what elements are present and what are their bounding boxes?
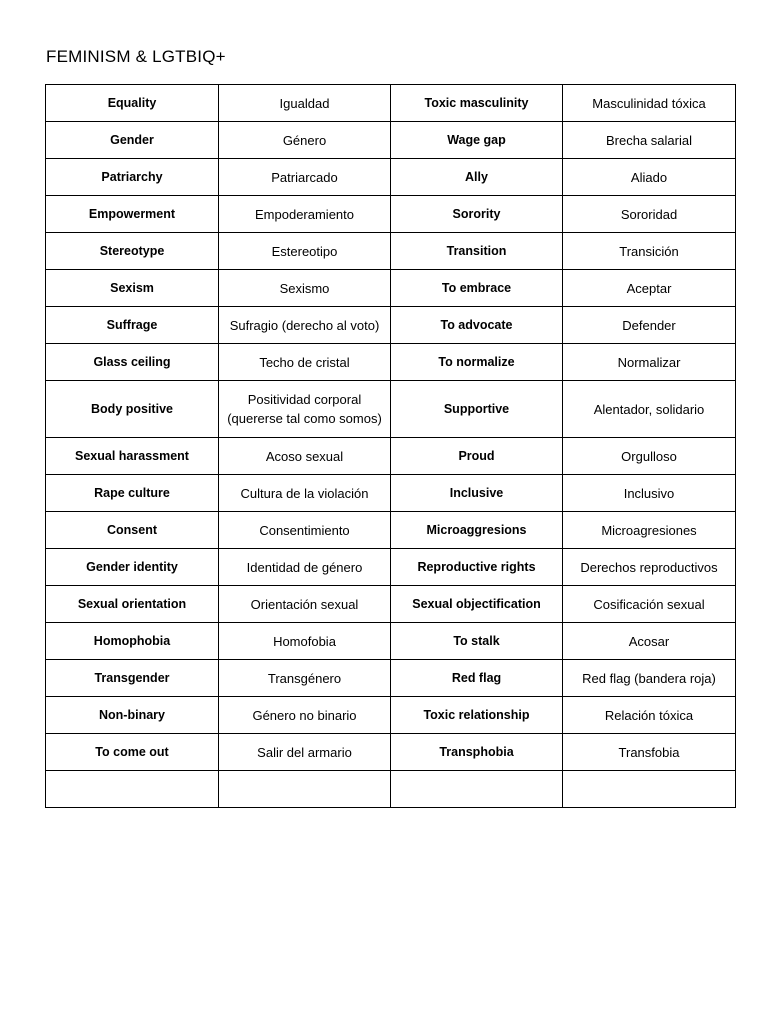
english-term-cell: Empowerment bbox=[46, 196, 219, 233]
table-row bbox=[46, 159, 736, 196]
vocabulary-table bbox=[45, 84, 736, 808]
spanish-translation-cell: Transgénero bbox=[219, 660, 391, 697]
spanish-translation-cell: Acoso sexual bbox=[219, 438, 391, 475]
english-term-cell: Transition bbox=[391, 233, 563, 270]
english-term-cell: To come out bbox=[46, 734, 219, 771]
table-row bbox=[46, 438, 736, 475]
spanish-translation-cell: Derechos reproductivos bbox=[563, 549, 736, 586]
english-term-cell: Consent bbox=[46, 512, 219, 549]
table-row bbox=[46, 586, 736, 623]
english-term-cell: Microaggresions bbox=[391, 512, 563, 549]
english-term-cell bbox=[46, 771, 219, 808]
spanish-translation-cell: Estereotipo bbox=[219, 233, 391, 270]
table-row bbox=[46, 660, 736, 697]
english-term-cell: Reproductive rights bbox=[391, 549, 563, 586]
english-term-cell: Inclusive bbox=[391, 475, 563, 512]
english-term-cell: To normalize bbox=[391, 344, 563, 381]
spanish-translation-cell: Aceptar bbox=[563, 270, 736, 307]
spanish-translation-cell: Patriarcado bbox=[219, 159, 391, 196]
spanish-translation-cell: Masculinidad tóxica bbox=[563, 85, 736, 122]
english-term-cell: Homophobia bbox=[46, 623, 219, 660]
spanish-translation-cell: Cosificación sexual bbox=[563, 586, 736, 623]
english-term-cell: Body positive bbox=[46, 381, 219, 438]
spanish-translation-cell: Sororidad bbox=[563, 196, 736, 233]
spanish-translation-cell: Identidad de género bbox=[219, 549, 391, 586]
spanish-translation-cell: Salir del armario bbox=[219, 734, 391, 771]
english-term-cell: To advocate bbox=[391, 307, 563, 344]
english-term-cell: Wage gap bbox=[391, 122, 563, 159]
spanish-translation-cell: Alentador, solidario bbox=[563, 381, 736, 438]
table-row bbox=[46, 270, 736, 307]
spanish-translation-cell: Red flag (bandera roja) bbox=[563, 660, 736, 697]
english-term-cell: Transgender bbox=[46, 660, 219, 697]
spanish-translation-cell: Sexismo bbox=[219, 270, 391, 307]
spanish-translation-cell: Relación tóxica bbox=[563, 697, 736, 734]
table-row bbox=[46, 512, 736, 549]
spanish-translation-cell: Género bbox=[219, 122, 391, 159]
english-term-cell: To stalk bbox=[391, 623, 563, 660]
spanish-translation-cell: Orientación sexual bbox=[219, 586, 391, 623]
english-term-cell bbox=[391, 771, 563, 808]
table-row bbox=[46, 771, 736, 808]
table-row bbox=[46, 475, 736, 512]
english-term-cell: Glass ceiling bbox=[46, 344, 219, 381]
spanish-translation-cell: Género no binario bbox=[219, 697, 391, 734]
english-term-cell: Sorority bbox=[391, 196, 563, 233]
table-row bbox=[46, 122, 736, 159]
english-term-cell: Supportive bbox=[391, 381, 563, 438]
vocabulary-table-body bbox=[46, 85, 736, 808]
english-term-cell: Patriarchy bbox=[46, 159, 219, 196]
english-term-cell: Transphobia bbox=[391, 734, 563, 771]
english-term-cell: Sexual harassment bbox=[46, 438, 219, 475]
spanish-translation-cell: Transfobia bbox=[563, 734, 736, 771]
spanish-translation-cell: Normalizar bbox=[563, 344, 736, 381]
english-term-cell: Red flag bbox=[391, 660, 563, 697]
spanish-translation-cell: Microagresiones bbox=[563, 512, 736, 549]
spanish-translation-cell: Defender bbox=[563, 307, 736, 344]
spanish-translation-cell: Igualdad bbox=[219, 85, 391, 122]
table-row bbox=[46, 233, 736, 270]
english-term-cell: To embrace bbox=[391, 270, 563, 307]
spanish-translation-cell: Empoderamiento bbox=[219, 196, 391, 233]
english-term-cell: Gender bbox=[46, 122, 219, 159]
english-term-cell: Toxic masculinity bbox=[391, 85, 563, 122]
table-row bbox=[46, 196, 736, 233]
english-term-cell: Sexual orientation bbox=[46, 586, 219, 623]
spanish-translation-cell: Positividad corporal (quererse tal como somos) bbox=[219, 381, 391, 438]
english-term-cell: Suffrage bbox=[46, 307, 219, 344]
english-term-cell: Ally bbox=[391, 159, 563, 196]
spanish-translation-cell: Transición bbox=[563, 233, 736, 270]
spanish-translation-cell bbox=[219, 771, 391, 808]
english-term-cell: Proud bbox=[391, 438, 563, 475]
table-row bbox=[46, 623, 736, 660]
spanish-translation-cell: Techo de cristal bbox=[219, 344, 391, 381]
table-row bbox=[46, 307, 736, 344]
english-term-cell: Non-binary bbox=[46, 697, 219, 734]
english-term-cell: Equality bbox=[46, 85, 219, 122]
spanish-translation-cell: Homofobia bbox=[219, 623, 391, 660]
table-row bbox=[46, 85, 736, 122]
document-title: FEMINISM & LGTBIQ+ bbox=[46, 47, 226, 66]
english-term-cell: Sexism bbox=[46, 270, 219, 307]
table-row bbox=[46, 697, 736, 734]
spanish-translation-cell: Consentimiento bbox=[219, 512, 391, 549]
table-row bbox=[46, 549, 736, 586]
spanish-translation-cell: Orgulloso bbox=[563, 438, 736, 475]
english-term-cell: Stereotype bbox=[46, 233, 219, 270]
spanish-translation-cell: Sufragio (derecho al voto) bbox=[219, 307, 391, 344]
english-term-cell: Gender identity bbox=[46, 549, 219, 586]
spanish-translation-cell: Aliado bbox=[563, 159, 736, 196]
table-row bbox=[46, 734, 736, 771]
english-term-cell: Sexual objectification bbox=[391, 586, 563, 623]
table-row bbox=[46, 344, 736, 381]
table-row bbox=[46, 381, 736, 438]
spanish-translation-cell: Acosar bbox=[563, 623, 736, 660]
spanish-translation-cell: Cultura de la violación bbox=[219, 475, 391, 512]
spanish-translation-cell: Inclusivo bbox=[563, 475, 736, 512]
spanish-translation-cell bbox=[563, 771, 736, 808]
english-term-cell: Rape culture bbox=[46, 475, 219, 512]
spanish-translation-cell: Brecha salarial bbox=[563, 122, 736, 159]
english-term-cell: Toxic relationship bbox=[391, 697, 563, 734]
